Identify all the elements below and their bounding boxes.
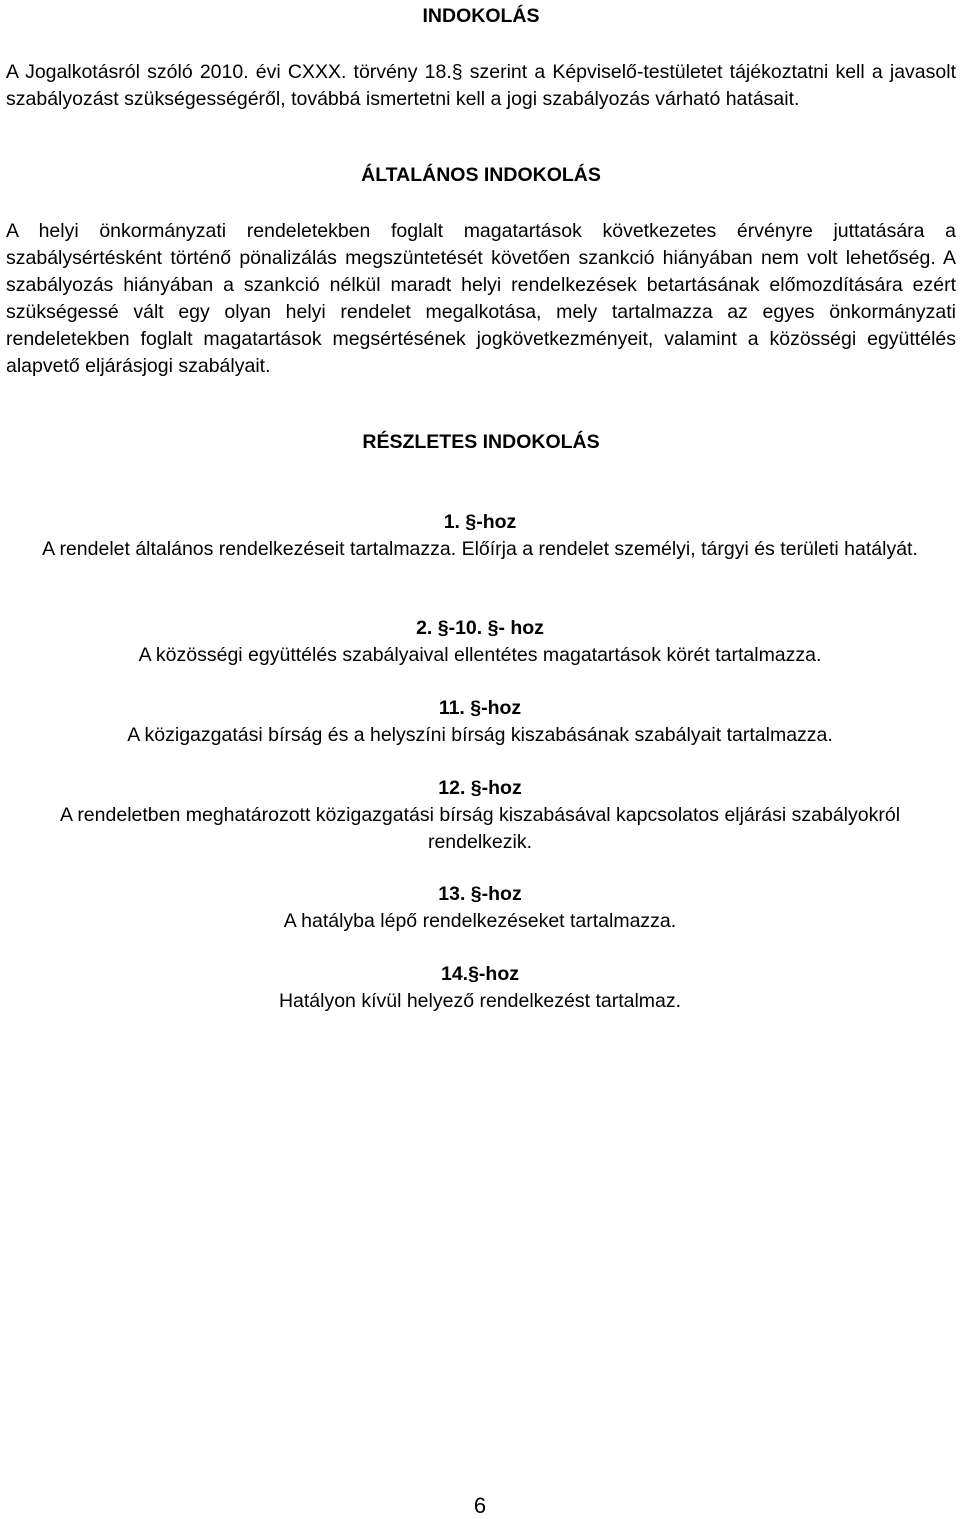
section-text: A közigazgatási bírság és a helyszíni bírság kiszabásának szabályait tartalmazza. — [127, 724, 833, 746]
intro-paragraph: A Jogalkotásról szóló 2010. évi CXXX. törvény 18.§ szerint a Képviselő-testületet tájékoztatni kell a javasolt szabályozást szükségességéről, továbbá ismertetni kell a jogi szabályozás várható hatásait. — [6, 61, 956, 110]
section-14 — [0, 961, 960, 1015]
section-text: A hatályba lépő rendelkezéseket tartalmazza. — [283, 910, 677, 932]
section-label: 12. §-hoz — [438, 777, 522, 799]
section-text: A közösségi együttélés szabályaival ellentétes magatartások körét tartalmazza. — [138, 644, 822, 666]
section-label: 14.§-hoz — [440, 963, 520, 985]
section-label: 11. §-hoz — [438, 697, 522, 719]
document-title: INDOKOLÁS — [422, 5, 540, 27]
general-heading: ÁLTALÁNOS INDOKOLÁS — [361, 164, 601, 186]
general-paragraph: A helyi önkormányzati rendeletekben foglalt magatartások következetes érvényre juttatására a szabálysértésként történő pönalizálás megszüntetését követően szankció hiányában nem volt lehetőség. A szabályozás hiányában a szankció nélkül maradt helyi rendelkezések betartásának előmozdítására ezért szükségessé vált egy olyan helyi rendelet megalkotása, mely tartalmazza az egyes önkormányzati rendeletekben foglalt magatartások megsértésének jogkövetkezményeit, valamint a közösségi együttélés alapvető eljárásjogi szabályait. — [6, 220, 956, 377]
page-number: 6 — [473, 1493, 487, 1518]
section-text: A rendeletben meghatározott közigazgatási bírság kiszabásával kapcsolatos eljárási szabályokról rendelkezik. — [59, 804, 901, 853]
section-12 — [0, 775, 960, 856]
section-label: 1. §-hoz — [443, 511, 517, 533]
section-label: 2. §-10. §- hoz — [416, 617, 544, 639]
section-label: 13. §-hoz — [438, 883, 522, 905]
section-11 — [0, 695, 960, 749]
section-1 — [0, 509, 960, 563]
detailed-heading: RÉSZLETES INDOKOLÁS — [362, 431, 600, 453]
section-text: Hatályon kívül helyező rendelkezést tartalmaz. — [278, 990, 682, 1012]
section-2-10 — [0, 615, 960, 669]
section-13 — [0, 881, 960, 935]
section-text: A rendelet általános rendelkezéseit tartalmazza. Előírja a rendelet személyi, tárgyi és területi hatályát. — [42, 538, 918, 560]
